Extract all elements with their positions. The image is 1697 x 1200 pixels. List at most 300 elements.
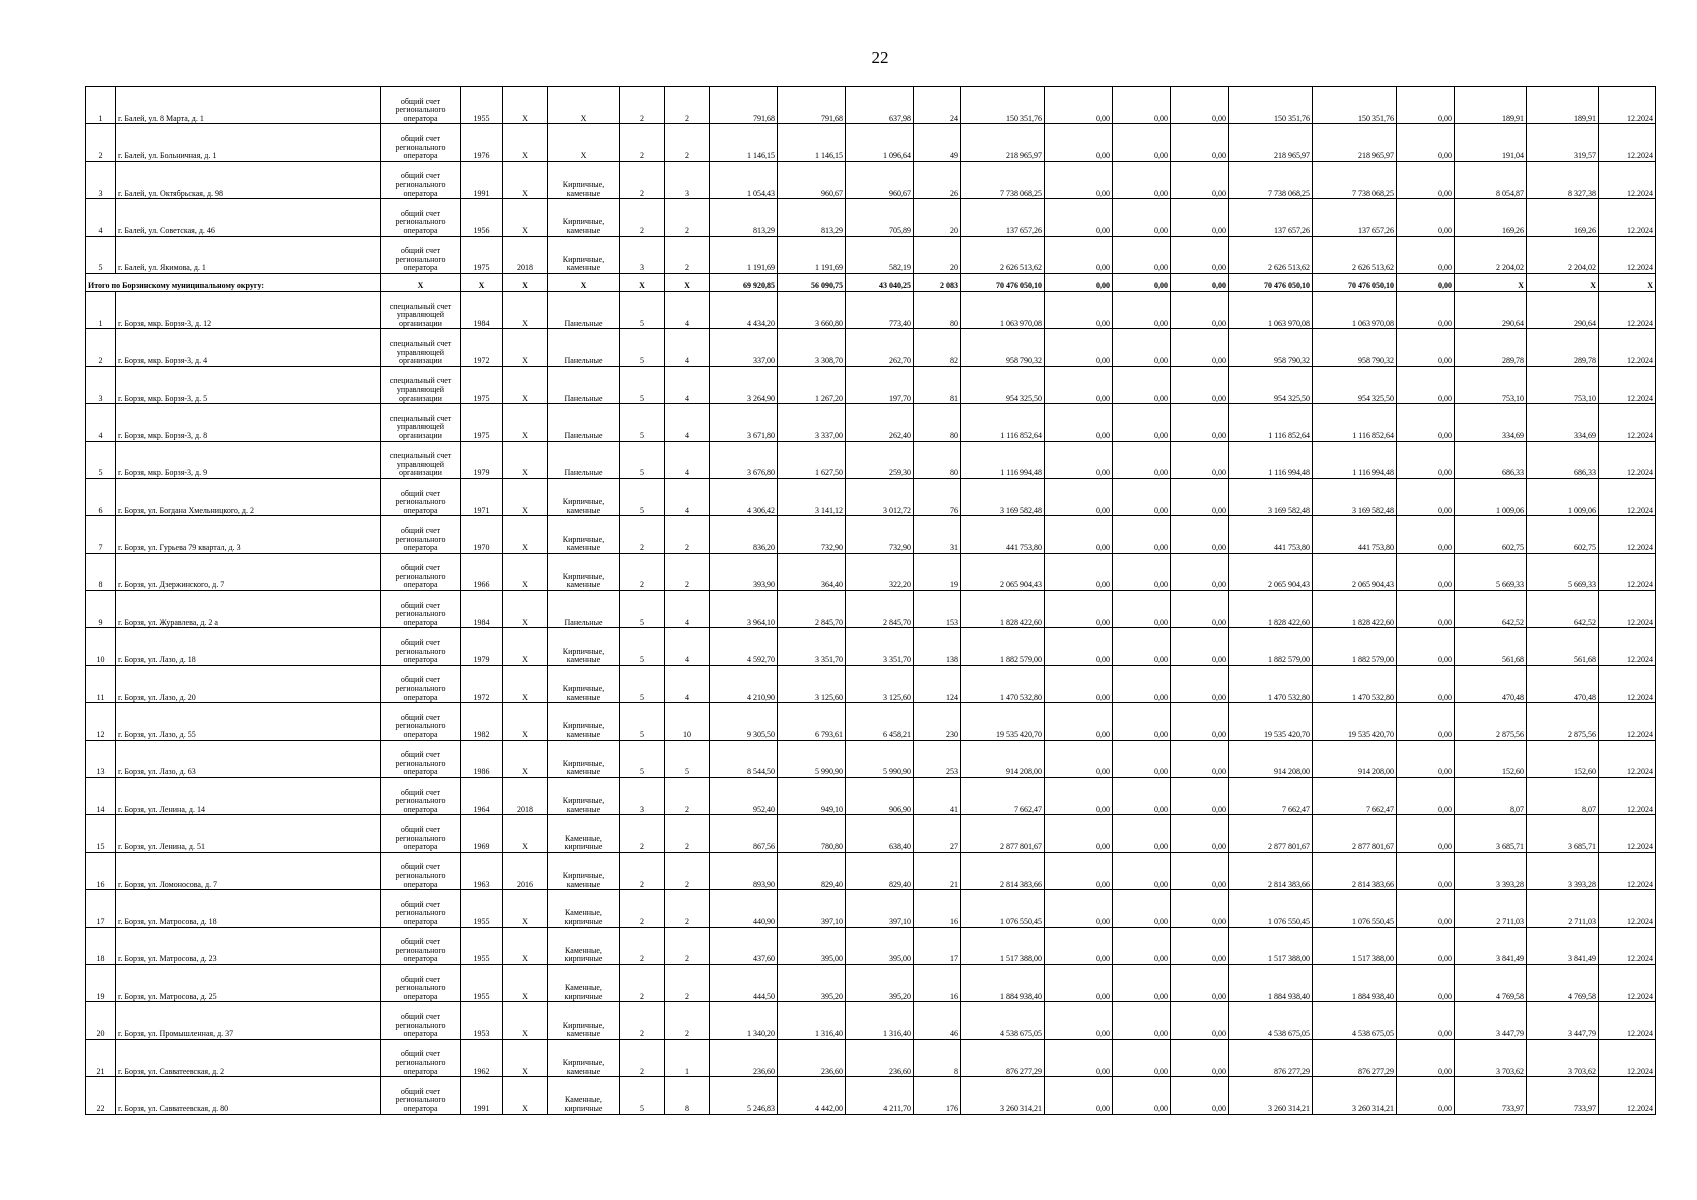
residential-area-cell: 364,40	[778, 553, 846, 590]
unit-cost-cell: 334,69	[1455, 404, 1527, 441]
residential-area-cell: 3 125,60	[778, 665, 846, 702]
total-area-cell: 952,40	[710, 778, 778, 815]
unit-cost-cell: 3 703,62	[1455, 1039, 1527, 1076]
budget-cell: 0,00	[1113, 815, 1171, 852]
year-built-cell: 1984	[461, 591, 503, 628]
unit-cost-cell: 2 204,02	[1455, 236, 1527, 273]
account-type-cell-line: общий счет	[400, 787, 441, 797]
account-type-cell	[381, 553, 461, 590]
residential-area-cell: 1 316,40	[778, 1002, 846, 1039]
residents-cell: 138	[914, 628, 961, 665]
address-cell: г. Борзя, ул. Дзержинского, д. 7	[116, 553, 381, 590]
total-area-cell: 8 544,50	[710, 740, 778, 777]
total-area-cell: 5 246,83	[710, 1077, 778, 1114]
wall-material-cell	[548, 1002, 620, 1039]
deadline-cell: 12.2024	[1599, 740, 1656, 777]
fund-cell: 0,00	[1045, 890, 1113, 927]
owned-area-cell: 906,90	[846, 778, 914, 815]
floors-cell: 2	[620, 87, 665, 124]
wall-material-cell-line: Кирпичные,	[562, 534, 605, 544]
floors-cell: 2	[620, 161, 665, 198]
total-section	[86, 273, 1656, 291]
floors-cell: 2	[620, 1039, 665, 1076]
local-budget-cell: 0,00	[1171, 964, 1229, 1001]
cost-total-cell: 3 169 582,48	[961, 478, 1045, 515]
wall-material-cell-line: Кирпичные,	[562, 796, 605, 806]
residents-cell: 24	[914, 87, 961, 124]
year-renovated-cell: X	[503, 1077, 548, 1114]
owners-funds-cell: 1 884 938,40	[1229, 964, 1313, 1001]
cost-total-cell: 1 063 970,08	[961, 291, 1045, 328]
fund-cell: 0,00	[1045, 665, 1113, 702]
account-type-cell-line: регионального	[395, 105, 446, 115]
total-area-cell: 337,00	[710, 329, 778, 366]
owned-area-cell: 3 125,60	[846, 665, 914, 702]
wall-material-cell-line: кирпичные	[564, 991, 603, 1001]
year-built-cell: 1962	[461, 1039, 503, 1076]
residential-area-cell: 2 845,70	[778, 591, 846, 628]
residential-area-cell: 3 308,70	[778, 329, 846, 366]
cost-total-cell: 4 538 675,05	[961, 1002, 1045, 1039]
row-number: 6	[86, 478, 116, 515]
owners-funds-cell: 1 076 550,45	[1229, 890, 1313, 927]
page-number: 22	[871, 48, 889, 67]
all-funds-cell: 19 535 420,70	[1313, 703, 1397, 740]
local-budget-cell: 0,00	[1171, 329, 1229, 366]
year-built-cell: 1979	[461, 441, 503, 478]
cost-total-cell: 1 884 938,40	[961, 964, 1045, 1001]
budget-cell: 0,00	[1113, 87, 1171, 124]
residential-area-cell: 3 141,12	[778, 478, 846, 515]
total-cell: 70 476 050,10	[1313, 273, 1397, 291]
local-budget-cell: 0,00	[1171, 87, 1229, 124]
fund-cell: 0,00	[1045, 291, 1113, 328]
residential-area-cell: 949,10	[778, 778, 846, 815]
all-funds-cell: 1 884 938,40	[1313, 964, 1397, 1001]
unit-cost-cell: 189,91	[1455, 87, 1527, 124]
budget-cell: 0,00	[1113, 161, 1171, 198]
entrances-cell: 2	[665, 852, 710, 889]
account-type-cell-line: специальный счет	[389, 413, 452, 423]
wall-material-cell-line: каменные	[566, 543, 601, 553]
wall-material-cell-line: Кирпичные,	[562, 758, 605, 768]
max-unit-cost-cell: 3 393,28	[1527, 852, 1599, 889]
local-budget-cell: 0,00	[1171, 927, 1229, 964]
max-unit-cost-cell: 602,75	[1527, 516, 1599, 553]
account-type-cell-line: оператора	[403, 1029, 438, 1039]
wall-material-cell	[548, 366, 620, 403]
entrances-cell: 4	[665, 441, 710, 478]
total-cell: X	[1455, 273, 1527, 291]
account-type-cell-line: организации	[399, 430, 442, 440]
row-number: 21	[86, 1039, 116, 1076]
cost-total-cell: 2 877 801,67	[961, 815, 1045, 852]
all-funds-cell: 150 351,76	[1313, 87, 1397, 124]
cost-total-cell: 958 790,32	[961, 329, 1045, 366]
account-type-cell	[381, 87, 461, 124]
local-budget-cell: 0,00	[1171, 236, 1229, 273]
wall-material-cell	[548, 87, 620, 124]
entrances-cell: 4	[665, 478, 710, 515]
wall-material-cell-line: X	[580, 151, 587, 161]
account-type-cell-line: регионального	[395, 1020, 446, 1030]
wall-material-cell-line: каменные	[566, 580, 601, 590]
account-type-cell-line: общий счет	[400, 563, 441, 573]
account-type-cell-line: оператора	[403, 767, 438, 777]
owners-funds-cell: 1 882 579,00	[1229, 628, 1313, 665]
wall-material-cell-line: Кирпичные,	[562, 684, 605, 694]
owners-funds-cell: 218 965,97	[1229, 124, 1313, 161]
entrances-cell: 4	[665, 628, 710, 665]
budget-cell: 0,00	[1113, 404, 1171, 441]
wall-material-cell-line: каменные	[566, 692, 601, 702]
year-renovated-cell: X	[503, 591, 548, 628]
unit-cost-cell: 686,33	[1455, 441, 1527, 478]
total-area-cell: 3 264,90	[710, 366, 778, 403]
all-funds-cell: 876 277,29	[1313, 1039, 1397, 1076]
residents-cell: 230	[914, 703, 961, 740]
address-cell: г. Борзя, мкр. Борзя-3, д. 5	[116, 366, 381, 403]
entrances-cell: 4	[665, 591, 710, 628]
account-type-cell-line: регионального	[395, 945, 446, 955]
max-unit-cost-cell: 753,10	[1527, 366, 1599, 403]
fund-cell: 0,00	[1045, 1002, 1113, 1039]
other-cell: 0,00	[1397, 1039, 1455, 1076]
local-budget-cell: 0,00	[1171, 478, 1229, 515]
account-type-cell	[381, 516, 461, 553]
account-type-cell-line: управляющей	[396, 459, 445, 469]
wall-material-cell	[548, 404, 620, 441]
table-row	[86, 199, 1656, 236]
wall-material-cell	[548, 964, 620, 1001]
entrances-cell: 8	[665, 1077, 710, 1114]
deadline-cell: 12.2024	[1599, 329, 1656, 366]
residential-area-cell: 3 351,70	[778, 628, 846, 665]
fund-cell: 0,00	[1045, 927, 1113, 964]
residents-cell: 46	[914, 1002, 961, 1039]
total-label: Итого по Борзинскому муниципальному округу:	[86, 273, 381, 291]
unit-cost-cell: 733,97	[1455, 1077, 1527, 1114]
owners-funds-cell: 1 828 422,60	[1229, 591, 1313, 628]
year-renovated-cell: X	[503, 1002, 548, 1039]
account-type-cell-line: специальный счет	[389, 376, 452, 386]
budget-cell: 0,00	[1113, 236, 1171, 273]
floors-cell: 2	[620, 1002, 665, 1039]
local-budget-cell: 0,00	[1171, 1077, 1229, 1114]
year-renovated-cell: X	[503, 199, 548, 236]
account-type-cell-line: управляющей	[396, 422, 445, 432]
residents-cell: 8	[914, 1039, 961, 1076]
account-type-cell-line: регионального	[395, 254, 446, 264]
deadline-cell: 12.2024	[1599, 441, 1656, 478]
wall-material-cell	[548, 703, 620, 740]
other-cell: 0,00	[1397, 478, 1455, 515]
year-renovated-cell: X	[503, 161, 548, 198]
account-type-cell-line: оператора	[403, 1066, 438, 1076]
total-area-cell: 813,29	[710, 199, 778, 236]
fund-cell: 0,00	[1045, 161, 1113, 198]
cost-total-cell: 1 828 422,60	[961, 591, 1045, 628]
all-funds-cell: 137 657,26	[1313, 199, 1397, 236]
cost-total-cell: 3 260 314,21	[961, 1077, 1045, 1114]
owned-area-cell: 397,10	[846, 890, 914, 927]
account-type-cell-line: общий счет	[400, 862, 441, 872]
account-type-cell-line: оператора	[403, 151, 438, 161]
max-unit-cost-cell: 169,26	[1527, 199, 1599, 236]
account-type-cell-line: организации	[399, 393, 442, 403]
residential-area-cell: 813,29	[778, 199, 846, 236]
account-type-cell	[381, 291, 461, 328]
year-renovated-cell: X	[503, 478, 548, 515]
fund-cell: 0,00	[1045, 516, 1113, 553]
address-cell: г. Борзя, ул. Ломоносова, д. 7	[116, 852, 381, 889]
residents-cell: 31	[914, 516, 961, 553]
table-row	[86, 404, 1656, 441]
row-number: 17	[86, 890, 116, 927]
account-type-cell-line: регионального	[395, 983, 446, 993]
account-type-cell-line: оператора	[403, 1103, 438, 1113]
floors-cell: 2	[620, 516, 665, 553]
wall-material-cell-line: Панельные	[564, 430, 603, 440]
budget-cell: 0,00	[1113, 927, 1171, 964]
year-built-cell: 1972	[461, 665, 503, 702]
floors-cell: 2	[620, 815, 665, 852]
account-type-cell-line: регионального	[395, 758, 446, 768]
wall-material-cell	[548, 291, 620, 328]
entrances-cell: 3	[665, 161, 710, 198]
owners-funds-cell: 958 790,32	[1229, 329, 1313, 366]
owners-funds-cell: 150 351,76	[1229, 87, 1313, 124]
address-cell: г. Борзя, ул. Промышленная, д. 37	[116, 1002, 381, 1039]
address-cell: г. Борзя, ул. Матросова, д. 18	[116, 890, 381, 927]
row-number: 3	[86, 366, 116, 403]
deadline-cell: 12.2024	[1599, 404, 1656, 441]
budget-cell: 0,00	[1113, 591, 1171, 628]
account-type-cell-line: оператора	[403, 804, 438, 814]
account-type-cell-line: оператора	[403, 225, 438, 235]
table-row	[86, 852, 1656, 889]
unit-cost-cell: 3 447,79	[1455, 1002, 1527, 1039]
total-area-cell: 4 210,90	[710, 665, 778, 702]
year-built-cell: 1976	[461, 124, 503, 161]
wall-material-cell-line: Панельные	[564, 356, 603, 366]
total-cell: X	[548, 273, 620, 291]
residents-cell: 80	[914, 291, 961, 328]
wall-material-cell-line: Панельные	[564, 318, 603, 328]
row-number: 22	[86, 1077, 116, 1114]
table-row	[86, 665, 1656, 702]
account-type-cell-line: общий счет	[400, 488, 441, 498]
cost-total-cell: 150 351,76	[961, 87, 1045, 124]
total-area-cell: 1 054,43	[710, 161, 778, 198]
year-built-cell: 1955	[461, 964, 503, 1001]
account-type-cell-line: регионального	[395, 1095, 446, 1105]
all-funds-cell: 1 116 852,64	[1313, 404, 1397, 441]
account-type-cell-line: оператора	[403, 580, 438, 590]
entrances-cell: 2	[665, 890, 710, 927]
row-number: 10	[86, 628, 116, 665]
all-funds-cell: 2 065 904,43	[1313, 553, 1397, 590]
fund-cell: 0,00	[1045, 591, 1113, 628]
residents-cell: 19	[914, 553, 961, 590]
wall-material-cell-line: Кирпичные,	[562, 217, 605, 227]
owned-area-cell: 637,98	[846, 87, 914, 124]
unit-cost-cell: 169,26	[1455, 199, 1527, 236]
all-funds-cell: 2 814 383,66	[1313, 852, 1397, 889]
wall-material-cell	[548, 890, 620, 927]
row-number: 3	[86, 161, 116, 198]
wall-material-cell-line: Кирпичные,	[562, 497, 605, 507]
residents-cell: 82	[914, 329, 961, 366]
floors-cell: 2	[620, 124, 665, 161]
owners-funds-cell: 954 325,50	[1229, 366, 1313, 403]
residential-area-cell: 6 793,61	[778, 703, 846, 740]
account-type-cell-line: регионального	[395, 179, 446, 189]
account-type-cell-line: общий счет	[400, 96, 441, 106]
owned-area-cell: 6 458,21	[846, 703, 914, 740]
owners-funds-cell: 2 065 904,43	[1229, 553, 1313, 590]
wall-material-cell	[548, 628, 620, 665]
year-renovated-cell: X	[503, 553, 548, 590]
year-built-cell: 1986	[461, 740, 503, 777]
table-row	[86, 628, 1656, 665]
residents-cell: 49	[914, 124, 961, 161]
unit-cost-cell: 290,64	[1455, 291, 1527, 328]
account-type-cell-line: регионального	[395, 534, 446, 544]
wall-material-cell-line: каменные	[566, 1066, 601, 1076]
budget-cell: 0,00	[1113, 852, 1171, 889]
budget-cell: 0,00	[1113, 964, 1171, 1001]
account-type-cell-line: регионального	[395, 833, 446, 843]
budget-cell: 0,00	[1113, 703, 1171, 740]
cost-total-cell: 7 662,47	[961, 778, 1045, 815]
wall-material-cell	[548, 553, 620, 590]
fund-cell: 0,00	[1045, 815, 1113, 852]
account-type-cell	[381, 964, 461, 1001]
other-cell: 0,00	[1397, 815, 1455, 852]
all-funds-cell: 1 882 579,00	[1313, 628, 1397, 665]
account-type-cell-line: регионального	[395, 871, 446, 881]
max-unit-cost-cell: 1 009,06	[1527, 478, 1599, 515]
wall-material-cell-line: Кирпичные,	[562, 179, 605, 189]
deadline-cell: 12.2024	[1599, 778, 1656, 815]
residential-area-cell: 5 990,90	[778, 740, 846, 777]
owned-area-cell: 960,67	[846, 161, 914, 198]
year-renovated-cell: X	[503, 329, 548, 366]
residents-cell: 153	[914, 591, 961, 628]
row-number: 8	[86, 553, 116, 590]
account-type-cell-line: общий счет	[400, 1049, 441, 1059]
total-cell: X	[1599, 273, 1656, 291]
account-type-cell-line: общий счет	[400, 825, 441, 835]
total-area-cell: 791,68	[710, 87, 778, 124]
residential-area-cell: 791,68	[778, 87, 846, 124]
wall-material-cell-line: кирпичные	[564, 1103, 603, 1113]
floors-cell: 5	[620, 740, 665, 777]
account-type-cell	[381, 740, 461, 777]
entrances-cell: 2	[665, 815, 710, 852]
other-cell: 0,00	[1397, 329, 1455, 366]
floors-cell: 5	[620, 404, 665, 441]
all-funds-cell: 1 076 550,45	[1313, 890, 1397, 927]
local-budget-cell: 0,00	[1171, 778, 1229, 815]
unit-cost-cell: 5 669,33	[1455, 553, 1527, 590]
year-built-cell: 1953	[461, 1002, 503, 1039]
other-cell: 0,00	[1397, 665, 1455, 702]
max-unit-cost-cell: 152,60	[1527, 740, 1599, 777]
residents-cell: 124	[914, 665, 961, 702]
owners-funds-cell: 1 116 994,48	[1229, 441, 1313, 478]
other-cell: 0,00	[1397, 161, 1455, 198]
account-type-cell-line: общий счет	[400, 974, 441, 984]
table-row	[86, 703, 1656, 740]
residents-cell: 81	[914, 366, 961, 403]
total-area-cell: 9 305,50	[710, 703, 778, 740]
local-budget-cell: 0,00	[1171, 553, 1229, 590]
year-built-cell: 1966	[461, 553, 503, 590]
address-cell: г. Борзя, ул. Лазо, д. 20	[116, 665, 381, 702]
owners-funds-cell: 7 738 068,25	[1229, 161, 1313, 198]
capital-repair-table	[85, 86, 1656, 1115]
all-funds-cell: 914 208,00	[1313, 740, 1397, 777]
cost-total-cell: 914 208,00	[961, 740, 1045, 777]
total-cell: X	[665, 273, 710, 291]
budget-cell: 0,00	[1113, 366, 1171, 403]
address-cell: г. Борзя, мкр. Борзя-3, д. 9	[116, 441, 381, 478]
floors-cell: 2	[620, 553, 665, 590]
account-type-cell-line: оператора	[403, 263, 438, 273]
account-type-cell-line: оператора	[403, 505, 438, 515]
budget-cell: 0,00	[1113, 553, 1171, 590]
unit-cost-cell: 2 711,03	[1455, 890, 1527, 927]
address-cell: г. Борзя, ул. Ленина, д. 51	[116, 815, 381, 852]
total-cell: 43 040,25	[846, 273, 914, 291]
residential-area-cell: 3 337,00	[778, 404, 846, 441]
local-budget-cell: 0,00	[1171, 1002, 1229, 1039]
entrances-cell: 2	[665, 778, 710, 815]
budget-cell: 0,00	[1113, 478, 1171, 515]
unit-cost-cell: 1 009,06	[1455, 478, 1527, 515]
deadline-cell: 12.2024	[1599, 516, 1656, 553]
all-funds-cell: 4 538 675,05	[1313, 1002, 1397, 1039]
account-type-cell-line: регионального	[395, 217, 446, 227]
unit-cost-cell: 3 685,71	[1455, 815, 1527, 852]
local-budget-cell: 0,00	[1171, 703, 1229, 740]
entrances-cell: 2	[665, 927, 710, 964]
owned-area-cell: 197,70	[846, 366, 914, 403]
account-type-cell-line: общий счет	[400, 208, 441, 218]
total-area-cell: 393,90	[710, 553, 778, 590]
other-cell: 0,00	[1397, 441, 1455, 478]
wall-material-cell-line: Каменные,	[565, 833, 602, 843]
row-number: 13	[86, 740, 116, 777]
total-cell: X	[620, 273, 665, 291]
deadline-cell: 12.2024	[1599, 591, 1656, 628]
wall-material-cell-line: Кирпичные,	[562, 721, 605, 731]
address-cell: г. Балей, ул. Больничная, д. 1	[116, 124, 381, 161]
max-unit-cost-cell: 561,68	[1527, 628, 1599, 665]
year-built-cell: 1964	[461, 778, 503, 815]
total-area-cell: 867,56	[710, 815, 778, 852]
fund-cell: 0,00	[1045, 1077, 1113, 1114]
account-type-cell-line: регионального	[395, 142, 446, 152]
address-cell: г. Борзя, мкр. Борзя-3, д. 12	[116, 291, 381, 328]
total-area-cell: 3 671,80	[710, 404, 778, 441]
address-cell: г. Борзя, ул. Ленина, д. 14	[116, 778, 381, 815]
year-renovated-cell: X	[503, 890, 548, 927]
fund-cell: 0,00	[1045, 1039, 1113, 1076]
owned-area-cell: 638,40	[846, 815, 914, 852]
